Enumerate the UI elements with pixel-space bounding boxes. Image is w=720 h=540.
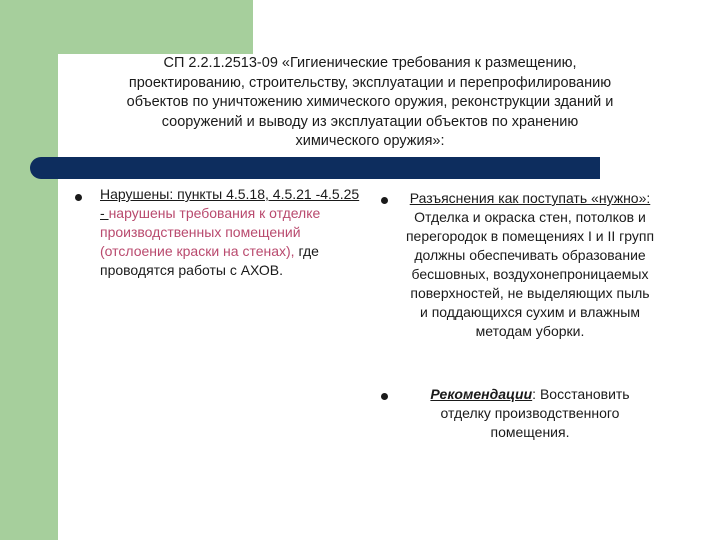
violations-label: Нарушены: пункты 4.5.18, 4.5.21 -4.5.25 [100, 186, 360, 202]
violations-dash: - [100, 205, 109, 221]
bullet-icon [381, 197, 388, 204]
rec-label: Рекомендации [430, 386, 533, 402]
recommendation-paragraph [405, 385, 655, 442]
explain-label: Разъяснения как поступать «нужно»: [409, 190, 651, 206]
violation-tail: где проводятся работы с АХОВ. [100, 243, 319, 278]
title-line: проектированию, строительству, эксплуатации и перепрофилированию [128, 74, 612, 91]
rec-text: : Восстановить отделку производственного помещения. [440, 386, 630, 440]
explain-text: Отделка и окраска стен, потолков и перегородок в помещениях I и II групп должны обеспечивать образование бесшовных, воздухонепроницаемых поверхностей, не выделяющих пыль и поддающихся сухим и влажным методам уборки. [405, 209, 655, 339]
navy-divider-bar [30, 157, 600, 179]
title-line: СП 2.2.1.2513-09 «Гигиенические требования к размещению, [163, 55, 577, 71]
page-title [60, 54, 680, 152]
green-top-band [0, 0, 253, 54]
violation-text: нарушены требования к отделке производственных помещений (отслоение краски на стенах), [100, 205, 321, 259]
title-line: объектов по уничтожению химического оружия, реконструкции зданий и [126, 94, 614, 110]
title-line: сооружений и выводу из эксплуатации объектов по хранению [161, 113, 579, 130]
violations-paragraph [100, 185, 362, 280]
green-side-band [0, 0, 58, 540]
title-line: химического оружия»: [295, 133, 445, 149]
bullet-icon [75, 194, 82, 201]
bullet-icon [381, 393, 388, 400]
explanation-paragraph [405, 189, 655, 341]
